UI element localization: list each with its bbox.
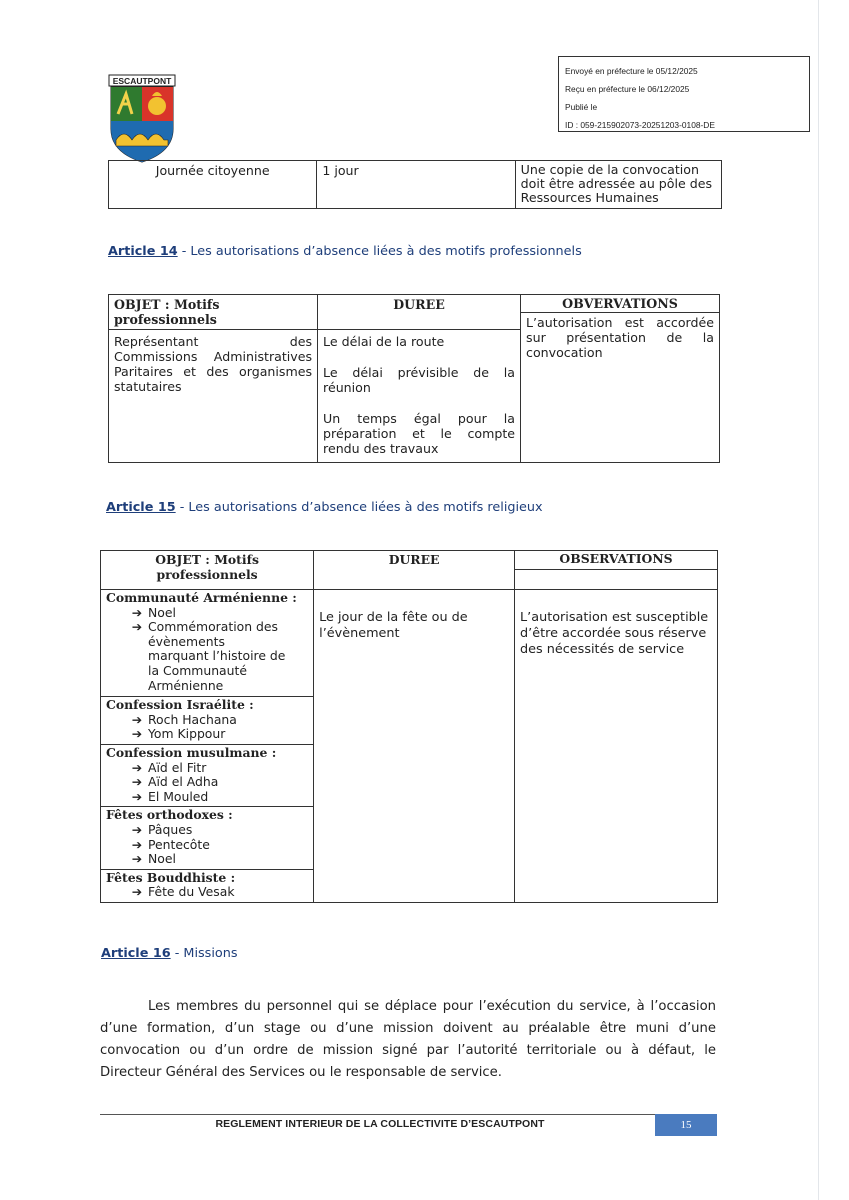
escautpont-coat-of-arms (108, 74, 176, 164)
group-armenian (101, 590, 313, 697)
article-14-table (108, 294, 720, 463)
article-14-title: Les autorisations d’absence liées à des motifs professionnels (190, 244, 582, 259)
list-item (106, 727, 308, 742)
group-title: Confession Israélite : (106, 697, 254, 713)
right-arrow-icon: ➔ (131, 711, 143, 727)
group-title: Fêtes Bouddhiste : (106, 869, 236, 885)
page-number: 15 (655, 1114, 717, 1136)
footer-rule (100, 1114, 717, 1115)
item-label: Aïd el Fitr (148, 759, 207, 775)
right-arrow-icon: ➔ (131, 726, 143, 742)
item-label: Commémoration des évènements marquant l’histoire de la Communauté Arménienne (148, 619, 286, 693)
group-muslim (101, 745, 313, 807)
item-label: El Mouled (148, 788, 209, 804)
item-label: Roch Hachana (148, 711, 237, 727)
objet-header: OBJET : Motifs professionnels (101, 551, 314, 590)
observations-cell: Une copie de la convocation doit être adressée au pôle des Ressources Humaines (515, 161, 721, 209)
prefecture-stamp (558, 56, 810, 132)
stamp-received: Reçu en préfecture le 06/12/2025 (565, 84, 690, 94)
item-label: Pentecôte (148, 836, 210, 852)
list-item (106, 606, 308, 621)
table-row (109, 161, 722, 209)
right-arrow-icon: ➔ (131, 851, 143, 867)
table-row (101, 590, 718, 903)
list-item (106, 838, 308, 853)
item-label: Noel (148, 851, 176, 867)
duree-item: Un temps égal pour la préparation et le compte rendu des travaux (323, 411, 516, 456)
article-16-title: Missions (183, 946, 238, 961)
article-15-label: Article 15 (106, 500, 176, 515)
footer-title: REGLEMENT INTERIEUR DE LA COLLECTIVITE D’ESCAUTPONT (215, 1118, 545, 1130)
article-16-label: Article 16 (101, 946, 171, 961)
item-label: Fête du Vesak (148, 884, 235, 900)
stamp-id: ID : 059-215902073-20251203-0108-DE (565, 120, 715, 130)
article-15-table (100, 550, 718, 903)
item-label: Noel (148, 604, 176, 620)
item-label: Aïd el Adha (148, 774, 219, 790)
stamp-published: Publié le (565, 102, 598, 112)
article-15-dash: - (175, 500, 189, 515)
article-14-heading (108, 244, 582, 259)
article-15-heading (106, 500, 543, 515)
item-label: Yom Kippour (148, 726, 226, 742)
observations-text: L’autorisation est accordée sur présentation de la convocation (526, 315, 714, 360)
right-arrow-icon: ➔ (131, 604, 143, 620)
duree-header: DUREE (314, 551, 515, 590)
group-orthodox (101, 807, 313, 869)
article-14-label: Article 14 (108, 244, 178, 259)
group-title: Communauté Arménienne : (106, 590, 297, 605)
duree-item: Le délai prévisible de la réunion (323, 365, 516, 395)
right-arrow-icon: ➔ (131, 884, 143, 900)
item-label: Pâques (148, 821, 193, 837)
right-arrow-icon: ➔ (131, 619, 143, 635)
stamp-sent: Envoyé en préfecture le 05/12/2025 (565, 66, 698, 76)
list-item (106, 620, 308, 693)
observations-column (521, 295, 720, 463)
article-14-dash: - (177, 244, 191, 259)
list-item (106, 823, 308, 838)
group-title: Confession musulmane : (106, 744, 277, 760)
observations-header: OBSERVATIONS (515, 551, 717, 570)
observations-cell: L’autorisation est susceptible d’être accordée sous réserve des nécessités de service (515, 590, 718, 903)
list-item (106, 761, 308, 776)
table-header-row (101, 551, 718, 590)
list-item (106, 713, 308, 728)
group-title: Fêtes orthodoxes : (106, 807, 233, 823)
article-16-dash: - (170, 946, 184, 961)
list-item (106, 775, 308, 790)
duree-cell: 1 jour (317, 161, 515, 209)
list-item (106, 790, 308, 805)
right-arrow-icon: ➔ (131, 788, 143, 804)
objet-cell: Journée citoyenne (109, 161, 317, 209)
paragraph-text: Les membres du personnel qui se déplace pour l’exécution du service, à l’occasion d’une formation, d’un stage ou d’une mission doivent au préalable être muni d’une convocation ou d’un ordre de mission signé par l’autorité territoriale ou à défaut, le Directeur Général des Services ou le responsable de service. (100, 999, 716, 1080)
duree-item: Le délai de la route (323, 334, 445, 349)
journee-citoyenne-table (108, 160, 722, 209)
objet-groups-cell (101, 590, 314, 903)
page-edge-line (818, 0, 819, 1200)
article-16-heading (101, 946, 238, 961)
svg-text:ESCAUTPONT: ESCAUTPONT (112, 76, 172, 86)
right-arrow-icon: ➔ (131, 759, 143, 775)
right-arrow-icon: ➔ (131, 774, 143, 790)
right-arrow-icon: ➔ (131, 821, 143, 837)
article-16-paragraph (100, 996, 716, 1084)
table-header-row (109, 295, 720, 330)
objet-header: OBJET : Motifs professionnels (109, 295, 318, 330)
duree-cell: Le jour de la fête ou de l’évènement (314, 590, 515, 903)
duree-header: DUREE (318, 295, 521, 330)
list-item (106, 885, 308, 900)
objet-cell: Représentant des Commissions Administratives Paritaires et des organismes statutaires (109, 330, 318, 463)
right-arrow-icon: ➔ (131, 836, 143, 852)
list-item (106, 852, 308, 867)
duree-cell (318, 330, 521, 463)
group-buddhist (101, 870, 313, 902)
article-15-title: Les autorisations d’absence liées à des motifs religieux (188, 500, 543, 515)
observations-column-head (515, 551, 718, 590)
observations-header: OBVERVATIONS (521, 295, 719, 313)
group-israelite (101, 697, 313, 745)
